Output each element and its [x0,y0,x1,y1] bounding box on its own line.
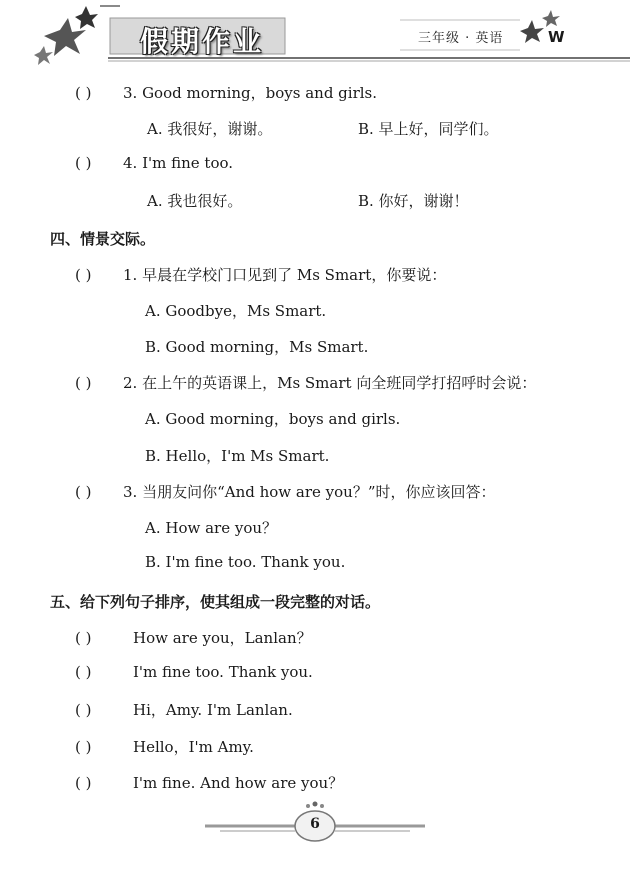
order-item [75,772,343,793]
option-b: B. Good morning，Ms Smart. [145,338,369,356]
question-4 [75,154,233,172]
question-text: 2. 在上午的英语课上，Ms Smart 向全班同学打招呼时会说： [123,374,537,392]
answer-blank[interactable]: ( ) [75,483,92,501]
grade-subject: 三年级 · 英语 [418,31,504,46]
page-number: 6 [310,816,320,832]
dialogue-line: Hello，I'm Amy. [133,738,254,756]
answer-blank[interactable]: ( ) [75,84,92,102]
page-header [0,0,630,70]
answer-blank[interactable]: ( ) [75,738,92,756]
option-a: A. How are you？ [145,519,278,537]
dialogue-line: I'm fine too. Thank you. [133,663,313,681]
corner-letter: W [548,28,565,46]
option-b: B. Hello，I'm Ms Smart. [145,447,330,465]
section-4-title: 四、情景交际。 [50,230,156,248]
option-b: B. 你好，谢谢！ [358,192,469,210]
question-text: 1. 早晨在学校门口见到了 Ms Smart，你要说： [123,266,447,284]
order-item [75,627,312,648]
s4-question-1 [75,264,446,285]
question-text: 4. I'm fine too. [123,154,234,172]
answer-blank[interactable]: ( ) [75,629,92,647]
question-3 [75,82,377,103]
s4-question-2 [75,372,536,393]
option-b: B. 早上好，同学们。 [358,120,499,138]
workbook-title: 假期作业 [140,25,265,58]
order-item [75,699,293,720]
question-text: 3. 当朋友问你“And how are you？”时，你应该回答： [123,483,496,501]
s4-question-3 [75,481,496,502]
order-item [75,663,313,681]
section-5-title: 五、给下列句子排序，使其组成一段完整的对话。 [50,593,381,611]
answer-blank[interactable]: ( ) [75,374,92,392]
answer-blank[interactable]: ( ) [75,774,92,792]
header-banner [0,0,630,70]
option-b: B. I'm fine too. Thank you. [145,553,346,571]
dialogue-line: How are you，Lanlan？ [133,629,312,647]
answer-blank[interactable]: ( ) [75,701,92,719]
order-item [75,736,254,757]
option-a: A. 我很好，谢谢。 [147,120,273,138]
star-cluster-icon [34,6,98,65]
question-text: 3. Good morning，boys and girls. [123,84,378,102]
answer-blank[interactable]: ( ) [75,266,92,284]
option-a: A. 我也很好。 [147,192,243,210]
option-a: A. Good morning，boys and girls. [145,410,401,428]
dialogue-line: I'm fine. And how are you？ [133,774,344,792]
answer-blank[interactable]: ( ) [75,154,92,172]
option-a: A. Goodbye，Ms Smart. [145,302,327,320]
dialogue-line: Hi，Amy. I'm Lanlan. [133,701,293,719]
answer-blank[interactable]: ( ) [75,663,92,681]
